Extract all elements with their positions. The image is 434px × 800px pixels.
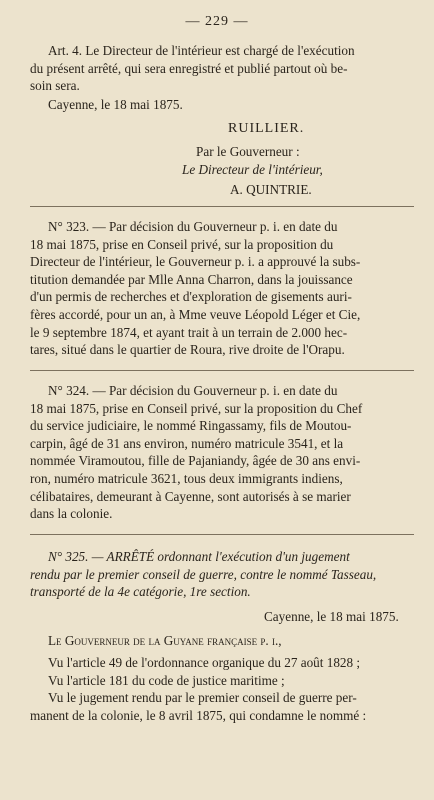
article-4-paragraph	[30, 42, 412, 95]
text-line: 18 mai 1875, prise en Conseil privé, sur la proposition du	[30, 236, 334, 252]
dateline: Cayenne, le 18 mai 1875.	[48, 97, 183, 112]
gouverneur-heading: Le Gouverneur de la Guyane française p. i.,	[48, 633, 282, 648]
text-line: N° 323. — Par décision du Gouverneur p. i. en date du	[48, 219, 338, 234]
signature-name: RUILLIER.	[228, 121, 305, 136]
text-line: célibataires, demeurant à Cayenne, sont autorisés à se marier	[30, 488, 351, 504]
text-line: rendu par le premier conseil de guerre, contre le nommé Tasseau,	[30, 566, 377, 582]
signature-role: Le Directeur de l'intérieur,	[182, 162, 323, 177]
n323-paragraph	[30, 218, 412, 359]
text-line: ron, numéro matricule 3621, tous deux immigrants indiens,	[30, 470, 343, 486]
section-divider	[30, 206, 414, 207]
text-line: Vu le jugement rendu par le premier conseil de guerre per-	[48, 690, 357, 706]
text-line: fères accordé, pour un an, à Mme veuve Léopold Léger et Cie,	[30, 306, 361, 322]
text-line: Art. 4. Le Directeur de l'intérieur est chargé de l'exécution	[48, 43, 355, 58]
text-line: transporté de la 4e catégorie, 1re section.	[30, 584, 251, 600]
text-line: Vu l'article 181 du code de justice maritime ;	[48, 672, 285, 688]
dateline: Cayenne, le 18 mai 1875.	[264, 609, 399, 624]
n325-heading	[30, 548, 412, 601]
vu-paragraph	[30, 654, 412, 724]
text-line: N° 324. — Par décision du Gouverneur p. i. en date du	[48, 383, 338, 398]
text-line: le 9 septembre 1874, et ayant trait à un terrain de 2.000 hec-	[30, 324, 348, 340]
section-divider	[30, 370, 414, 371]
text-line: du service judiciaire, le nommé Ringassamy, fils de Moutou-	[30, 418, 352, 434]
signature-par: Par le Gouverneur :	[196, 144, 300, 159]
text-line: carpin, âgé de 31 ans environ, numéro matricule 3541, et la	[30, 435, 344, 451]
text-line: nommée Viramoutou, fille de Pajaniandy, âgée de 30 ans envi-	[30, 453, 361, 469]
text-line: 18 mai 1875, prise en Conseil privé, sur la proposition du Chef	[30, 400, 363, 416]
page-number: — 229 —	[185, 14, 249, 29]
signature-countersign: A. QUINTRIE.	[230, 182, 312, 197]
text-line: Vu l'article 49 de l'ordonnance organique du 27 août 1828 ;	[48, 655, 361, 670]
section-divider	[30, 534, 414, 535]
n324-paragraph	[30, 382, 412, 523]
text-line: N° 325. — ARRÊTÉ ordonnant l'exécution d'un jugement	[48, 549, 350, 564]
text-line: dans la colonie.	[30, 506, 113, 522]
text-line: manent de la colonie, le 8 avril 1875, qui condamne le nommé :	[30, 707, 367, 723]
text-line: Directeur de l'intérieur, le Gouverneur p. i. a approuvé la subs-	[30, 254, 361, 270]
text-line: du présent arrêté, qui sera enregistré et publié partout où be-	[30, 60, 348, 76]
text-line: tares, situé dans le quartier de Roura, rive droite de l'Orapu.	[30, 342, 345, 358]
text-line: soin sera.	[30, 78, 80, 94]
text-line: d'un permis de recherches et d'exploration de gisements auri-	[30, 289, 352, 305]
text-line: titution demandée par Mlle Anna Charron, dans la jouissance	[30, 271, 353, 287]
